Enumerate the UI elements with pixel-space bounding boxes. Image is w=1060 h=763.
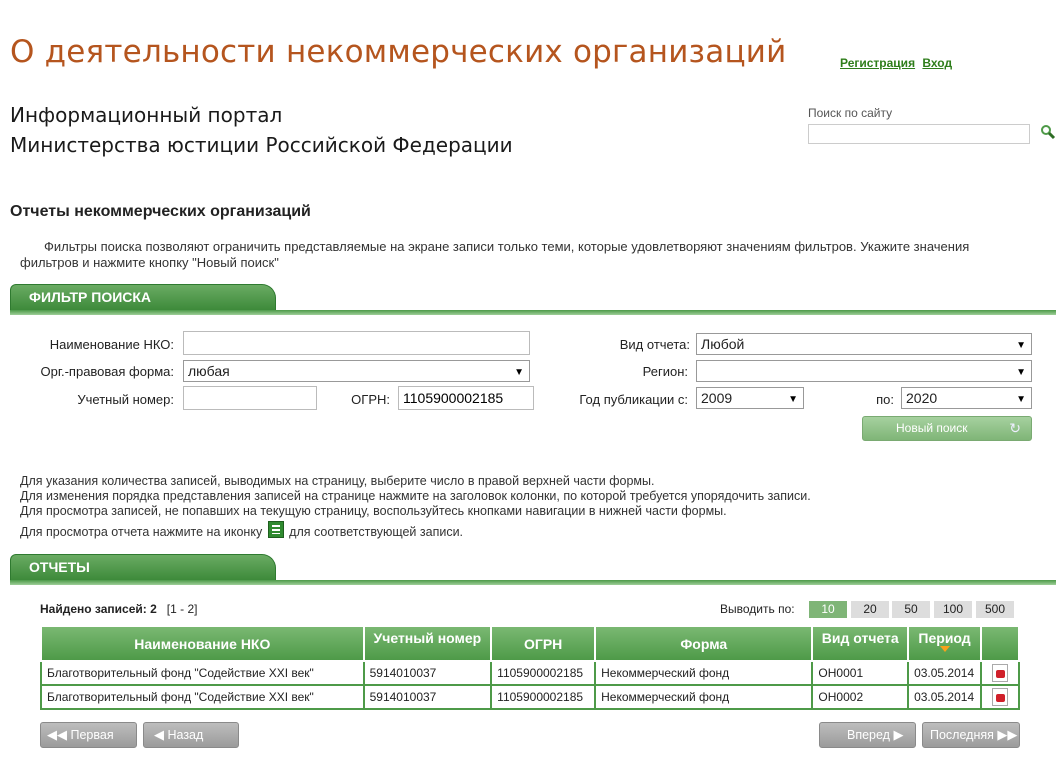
double-chevron-right-icon: ▶▶ [997,727,1018,742]
sort-desc-icon [940,646,950,652]
legal-form-label: Орг.-правовая форма: [40,364,174,379]
records-found [40,602,197,616]
pdf-icon[interactable] [992,664,1008,682]
records-range: [1 - 2] [166,602,198,616]
table-header-row [41,626,1019,661]
region-select[interactable] [696,360,1032,382]
column-header-file [981,626,1019,661]
reports-section-tab: ОТЧЕТЫ [10,554,276,580]
hint-view-report-after: для соответствующей записи. [289,525,464,539]
search-icon[interactable] [1040,124,1056,142]
year-from-value: 2009 [701,390,733,406]
cell-report-type: ОН0002 [812,685,908,709]
chevron-down-icon: ▼ [514,367,524,378]
cell-file [981,661,1019,685]
first-page-button[interactable] [40,722,137,748]
cell-reg-number: 5914010037 [364,685,492,709]
reg-number-input[interactable] [183,386,317,410]
cell-reg-number: 5914010037 [364,661,492,685]
cell-nko-name: Благотворительный фонд "Содействие XXI век" [41,685,364,709]
first-page-label: Первая [70,728,114,742]
next-page-label: Вперед [847,728,890,742]
report-type-label: Вид отчета: [619,337,690,352]
year-to-select[interactable] [901,387,1032,409]
cell-ogrn: 1105900002185 [491,661,595,685]
column-header-period-label: Период [918,630,971,646]
cell-report-type: ОН0001 [812,661,908,685]
nko-name-input[interactable] [183,331,530,355]
chevron-down-icon: ▼ [1016,394,1026,405]
pdf-icon[interactable] [992,688,1008,706]
table-row [41,661,1019,685]
reg-number-label: Учетный номер: [77,392,174,407]
hint-per-page: Для указания количества записей, выводимых на страницу, выберите число в правой верхней части формы. [20,474,655,488]
last-page-button[interactable] [922,722,1020,748]
per-page-option-20[interactable]: 20 [851,601,889,618]
column-header-report-type[interactable]: Вид отчета [812,626,908,661]
page-title: Отчеты некоммерческих организаций [10,203,311,220]
hint-view-report-before: Для просмотра отчета нажмите на иконку [20,525,263,539]
cell-nko-name: Благотворительный фонд "Содействие XXI век" [41,661,364,685]
hint-sorting: Для изменения порядка представления записей на странице нажмите на заголовок колонки, по которой требуется упорядочить записи. [20,489,811,503]
year-to-value: 2020 [906,390,938,406]
ogrn-label: ОГРН: [351,392,390,407]
legal-form-select[interactable] [183,360,530,382]
year-to-label: по: [876,392,894,407]
register-link[interactable]: Регистрация [840,56,916,70]
cell-form: Некоммерческий фонд [595,661,812,685]
cell-period: 03.05.2014 [908,685,981,709]
legal-form-value: любая [188,363,230,379]
column-header-form[interactable]: Форма [595,626,812,661]
cell-ogrn: 1105900002185 [491,685,595,709]
year-from-label: Год публикации с: [579,392,688,407]
report-type-value: Любой [701,336,745,352]
reports-table [40,625,1020,710]
auth-links [840,56,956,70]
year-from-select[interactable] [696,387,804,409]
site-title: О деятельности некоммерческих организаций [10,34,787,70]
ogrn-input[interactable] [398,386,534,410]
per-page-option-500[interactable]: 500 [976,601,1014,618]
chevron-down-icon: ▼ [788,394,798,405]
filter-section-tab: ФИЛЬТР ПОИСКА [10,284,276,310]
prev-page-label: Назад [167,728,204,742]
subtitle-line1: Информационный портал [10,103,283,127]
site-search-input[interactable] [808,124,1030,144]
new-search-button[interactable] [862,416,1032,441]
reports-section-divider [10,580,1056,585]
chevron-down-icon: ▼ [1016,367,1026,378]
hint-navigation: Для просмотра записей, не попавших на текущую страницу, воспользуйтесь кнопками навигации в нижней части формы. [20,504,727,518]
nko-name-label: Наименование НКО: [49,337,174,352]
spreadsheet-icon [268,521,284,538]
column-header-period[interactable] [908,626,981,661]
prev-page-button[interactable] [143,722,239,748]
per-page-label: Выводить по: [720,602,795,616]
double-chevron-left-icon: ◀◀ [47,727,67,742]
per-page-option-100[interactable]: 100 [934,601,972,618]
refresh-icon: ↻ [1009,420,1021,436]
column-header-reg-number[interactable]: Учетный номер [364,626,492,661]
column-header-nko-name[interactable]: Наименование НКО [41,626,364,661]
subtitle-line2: Министерства юстиции Российской Федерации [10,133,513,157]
login-link[interactable]: Вход [922,56,953,70]
filter-section-divider [10,310,1056,315]
site-search-label: Поиск по сайту [808,106,893,120]
per-page-option-50[interactable]: 50 [892,601,930,618]
table-row [41,685,1019,709]
records-found-count: Найдено записей: 2 [40,602,157,616]
cell-file [981,685,1019,709]
last-page-label: Последняя [930,728,994,742]
portal-subtitle [10,100,513,160]
chevron-down-icon: ▼ [1016,340,1026,351]
intro-text: Фильтры поиска позволяют ограничить представляемые на экране записи только теми, которые удовлетворяют значениям фильтров. Укажите значения фильтров и нажмите кнопку "Новый поиск" [20,239,970,270]
region-label: Регион: [642,364,688,379]
chevron-left-icon: ◀ [154,727,164,742]
per-page-option-10[interactable]: 10 [809,601,847,618]
cell-period: 03.05.2014 [908,661,981,685]
column-header-ogrn[interactable]: ОГРН [491,626,595,661]
chevron-right-icon: ▶ [893,727,904,742]
next-page-button[interactable] [819,722,916,748]
new-search-label: Новый поиск [896,421,968,435]
cell-form: Некоммерческий фонд [595,685,812,709]
hint-view-report [20,521,463,539]
report-type-select[interactable] [696,333,1032,355]
